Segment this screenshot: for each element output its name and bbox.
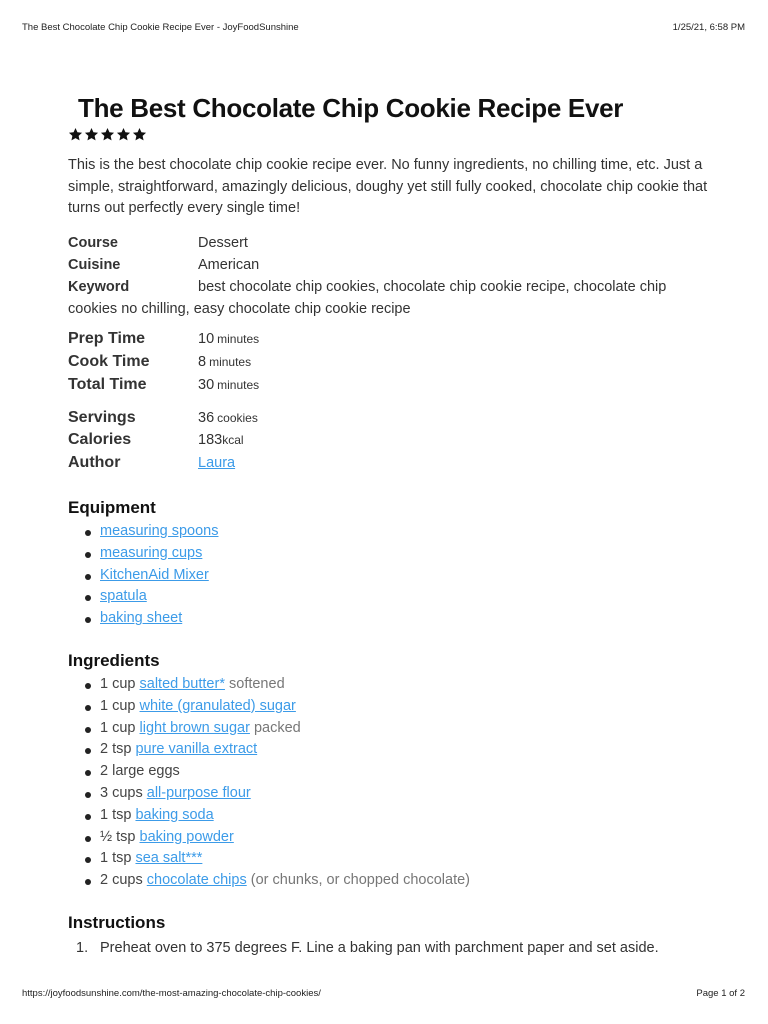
print-header-datetime: 1/25/21, 6:58 PM	[672, 22, 745, 33]
ingredient-amount: 2 large eggs	[100, 763, 180, 780]
servings-label: Servings	[68, 408, 136, 426]
ingredient-item	[68, 805, 708, 827]
ingredient-amount: 1 cup	[100, 719, 136, 736]
ingredient-note: (or chunks, or chopped chocolate)	[250, 872, 470, 889]
servings	[68, 409, 708, 432]
author	[68, 454, 708, 477]
calories	[68, 431, 708, 454]
cook-time-label: Cook Time	[68, 353, 150, 371]
ingredient-link[interactable]: chocolate chips	[146, 872, 247, 889]
instruction-text: Preheat oven to 375 degrees F. Line a baking pan with parchment paper and set aside.	[100, 940, 659, 957]
ingredient-item	[68, 718, 708, 740]
equipment-link[interactable]: measuring cups	[100, 544, 203, 561]
equipment-item	[68, 586, 708, 608]
equipment-list	[68, 521, 708, 630]
ingredient-item	[68, 870, 708, 892]
prep-time-label: Prep Time	[68, 330, 146, 348]
cook-time	[68, 353, 708, 376]
ingredient-link[interactable]: salted butter*	[139, 676, 225, 693]
recipe-card	[68, 92, 708, 959]
meta-keyword	[68, 277, 708, 321]
ingredients-section	[68, 650, 708, 892]
ingredient-amount: 1 cup	[100, 697, 136, 714]
meta-cuisine	[68, 255, 708, 277]
calories-unit: kcal	[222, 433, 244, 448]
servings-value: 36	[198, 409, 215, 426]
ingredients-heading: Ingredients	[68, 651, 160, 671]
calories-label: Calories	[68, 431, 132, 449]
star-icon[interactable]	[68, 127, 83, 142]
ingredient-link[interactable]: light brown sugar	[139, 719, 250, 736]
instruction-number: 1.	[76, 940, 89, 957]
equipment-link[interactable]: spatula	[100, 588, 147, 605]
equipment-item	[68, 565, 708, 587]
instructions-heading: Instructions	[68, 913, 166, 933]
ingredient-item	[68, 761, 708, 783]
recipe-info	[68, 409, 708, 477]
equipment-section	[68, 497, 708, 630]
prep-time-unit: minutes	[217, 332, 260, 347]
meta-course-label: Course	[68, 235, 118, 252]
ingredient-link[interactable]: sea salt***	[135, 850, 203, 867]
equipment-item	[68, 608, 708, 630]
cook-time-unit: minutes	[209, 355, 252, 370]
calories-value: 183	[198, 432, 223, 449]
total-time	[68, 376, 708, 399]
prep-time	[68, 330, 708, 353]
servings-unit: cookies	[217, 410, 258, 425]
star-icon[interactable]	[84, 127, 99, 142]
ingredient-amount: 2 tsp	[100, 741, 132, 758]
print-footer-page: Page 1 of 2	[696, 988, 745, 999]
ingredient-amount: 1 cup	[100, 676, 136, 693]
meta-cuisine-value: American	[198, 256, 260, 273]
meta-course-value: Dessert	[198, 235, 248, 252]
instruction-step	[68, 937, 708, 959]
ingredient-item	[68, 739, 708, 761]
meta-keyword-label: Keyword	[68, 278, 130, 295]
recipe-summary: This is the best chocolate chip cookie recipe ever. No funny ingredients, no chilling time, etc. Just a simple, straightforward, amazingly delicious, doughy yet still fully cooked, chocolate chip cookie that turns out perfectly every single time!	[68, 157, 708, 217]
author-label: Author	[68, 454, 121, 472]
ingredient-amount: 1 tsp	[100, 850, 132, 867]
equipment-item	[68, 521, 708, 543]
meta-keyword-value: best chocolate chip cookies, chocolate chip cookie recipe, chocolate chip cookies no chilling, easy chocolate chip cookie recipe	[68, 278, 667, 317]
ingredient-item	[68, 827, 708, 849]
meta-course	[68, 233, 708, 255]
equipment-link[interactable]: baking sheet	[100, 610, 183, 627]
ingredient-item	[68, 848, 708, 870]
ingredient-note: softened	[229, 676, 285, 693]
star-rating[interactable]	[68, 127, 708, 147]
ingredient-item	[68, 783, 708, 805]
star-icon[interactable]	[100, 127, 115, 142]
author-link[interactable]: Laura	[198, 455, 236, 472]
print-footer-url: https://joyfoodsunshine.com/the-most-amazing-chocolate-chip-cookies/	[22, 988, 321, 999]
prep-time-value: 10	[198, 331, 215, 348]
recipe-times	[68, 330, 708, 398]
print-header-title: The Best Chocolate Chip Cookie Recipe Ever - JoyFoodSunshine	[22, 22, 299, 33]
ingredient-link[interactable]: pure vanilla extract	[135, 741, 258, 758]
equipment-heading: Equipment	[68, 498, 156, 518]
instructions-list	[68, 937, 708, 959]
ingredient-item	[68, 674, 708, 696]
meta-cuisine-label: Cuisine	[68, 256, 121, 273]
ingredient-link[interactable]: all-purpose flour	[146, 785, 251, 802]
ingredient-item	[68, 696, 708, 718]
equipment-item	[68, 543, 708, 565]
instructions-section	[68, 912, 708, 959]
ingredient-amount: ½ tsp	[100, 828, 136, 845]
ingredient-link[interactable]: baking soda	[135, 806, 214, 823]
recipe-meta	[68, 233, 708, 320]
recipe-title: The Best Chocolate Chip Cookie Recipe Ever	[78, 93, 624, 123]
star-icon[interactable]	[116, 127, 131, 142]
total-time-unit: minutes	[217, 377, 260, 392]
ingredient-link[interactable]: white (granulated) sugar	[139, 697, 296, 714]
ingredient-note: packed	[253, 719, 301, 736]
ingredient-link[interactable]: baking powder	[139, 828, 234, 845]
ingredient-amount: 2 cups	[100, 872, 143, 889]
equipment-link[interactable]: measuring spoons	[100, 523, 219, 540]
ingredient-amount: 3 cups	[100, 785, 143, 802]
total-time-label: Total Time	[68, 375, 147, 393]
cook-time-value: 8	[198, 354, 207, 371]
equipment-link[interactable]: KitchenAid Mixer	[100, 566, 209, 583]
ingredients-list	[68, 674, 708, 892]
ingredient-amount: 1 tsp	[100, 806, 132, 823]
star-icon[interactable]	[132, 127, 147, 142]
total-time-value: 30	[198, 376, 215, 393]
